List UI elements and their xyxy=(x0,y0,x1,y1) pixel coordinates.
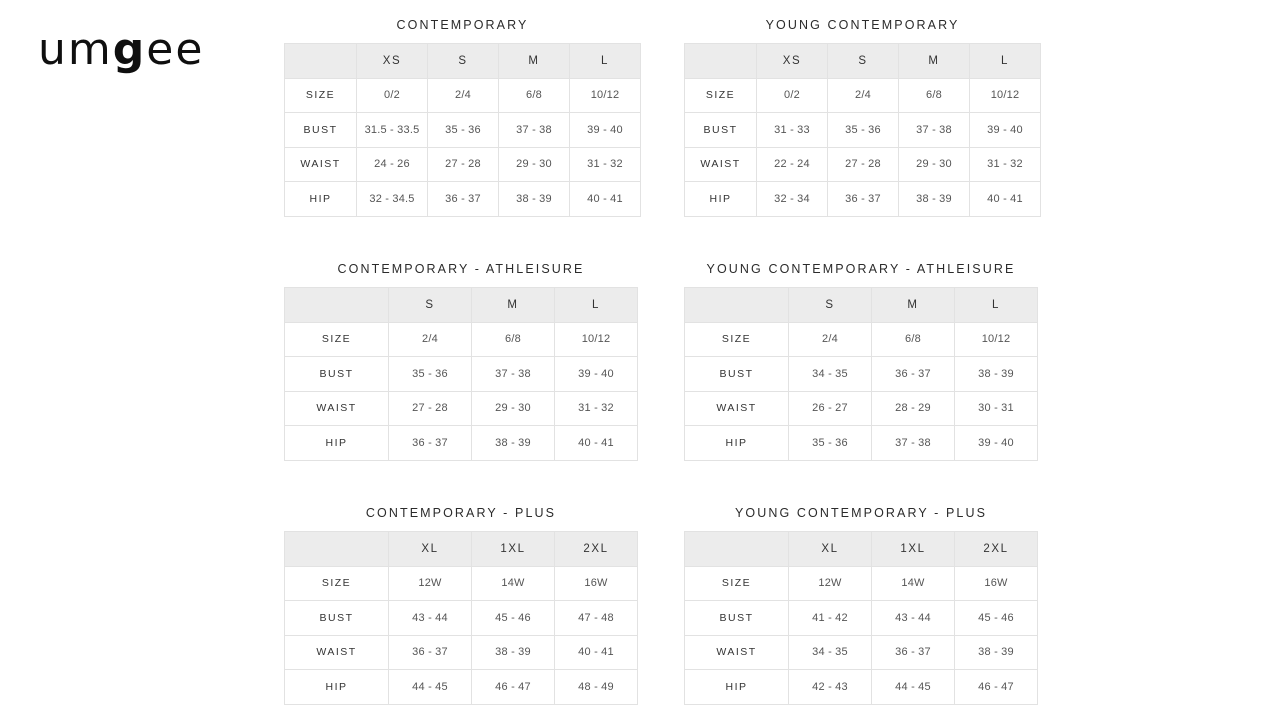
table-cell: 35 - 36 xyxy=(389,357,472,392)
table-cell: 2/4 xyxy=(389,322,472,357)
table-column-header: L xyxy=(970,44,1041,79)
table-row xyxy=(285,78,641,113)
table-cell: 0/2 xyxy=(757,78,828,113)
table-row-label: WAIST xyxy=(685,635,789,670)
table-row xyxy=(285,147,641,182)
table-corner-cell xyxy=(285,288,389,323)
table-cell: 26 - 27 xyxy=(789,391,872,426)
table-row xyxy=(685,78,1041,113)
table-row xyxy=(285,322,638,357)
table-cell: 27 - 28 xyxy=(828,147,899,182)
table-row-label: HIP xyxy=(285,182,357,217)
size-chart-table xyxy=(284,43,641,217)
table-cell: 38 - 39 xyxy=(955,635,1038,670)
table-cell: 38 - 39 xyxy=(499,182,570,217)
table-cell: 29 - 30 xyxy=(472,391,555,426)
table-cell: 36 - 37 xyxy=(428,182,499,217)
table-column-header: XS xyxy=(757,44,828,79)
table-column-header: S xyxy=(389,288,472,323)
size-chart-title: CONTEMPORARY - ATHLEISURE xyxy=(337,262,585,276)
table-cell: 2/4 xyxy=(789,322,872,357)
brand-logo-text-g: g xyxy=(112,24,147,75)
table-cell: 36 - 37 xyxy=(872,635,955,670)
table-cell: 35 - 36 xyxy=(828,113,899,148)
table-row xyxy=(285,635,638,670)
table-corner-cell xyxy=(285,532,389,567)
table-row-label: WAIST xyxy=(285,391,389,426)
table-cell: 42 - 43 xyxy=(789,670,872,705)
table-cell: 38 - 39 xyxy=(955,357,1038,392)
table-cell: 40 - 41 xyxy=(555,426,638,461)
table-cell: 45 - 46 xyxy=(472,601,555,636)
table-cell: 37 - 38 xyxy=(899,113,970,148)
size-chart-young-contemporary-athleisure xyxy=(684,262,1038,461)
table-cell: 29 - 30 xyxy=(499,147,570,182)
table-row-label: SIZE xyxy=(285,566,389,601)
table-cell: 39 - 40 xyxy=(570,113,641,148)
table-row-label: BUST xyxy=(685,113,757,148)
table-cell: 22 - 24 xyxy=(757,147,828,182)
table-cell: 16W xyxy=(955,566,1038,601)
table-row-label: WAIST xyxy=(685,147,757,182)
table-row-label: SIZE xyxy=(685,78,757,113)
size-chart-title: CONTEMPORARY xyxy=(396,18,529,32)
table-cell: 36 - 37 xyxy=(389,426,472,461)
size-chart-table xyxy=(284,287,638,461)
table-cell: 46 - 47 xyxy=(472,670,555,705)
size-chart-table xyxy=(684,531,1038,705)
table-cell: 6/8 xyxy=(472,322,555,357)
table-cell: 35 - 36 xyxy=(789,426,872,461)
table-cell: 12W xyxy=(389,566,472,601)
table-corner-cell xyxy=(685,44,757,79)
table-cell: 10/12 xyxy=(555,322,638,357)
table-cell: 6/8 xyxy=(872,322,955,357)
size-chart-title: YOUNG CONTEMPORARY - ATHLEISURE xyxy=(706,262,1016,276)
table-cell: 40 - 41 xyxy=(970,182,1041,217)
size-chart-table xyxy=(684,287,1038,461)
table-column-header: 1XL xyxy=(472,532,555,567)
table-cell: 14W xyxy=(872,566,955,601)
size-chart-table xyxy=(684,43,1041,217)
table-cell: 43 - 44 xyxy=(872,601,955,636)
brand-logo-text-part1: um xyxy=(38,24,113,75)
table-row xyxy=(685,322,1038,357)
table-cell: 27 - 28 xyxy=(428,147,499,182)
table-row xyxy=(685,601,1038,636)
table-row xyxy=(685,635,1038,670)
table-cell: 2/4 xyxy=(428,78,499,113)
table-row xyxy=(285,670,638,705)
table-cell: 12W xyxy=(789,566,872,601)
size-chart-young-contemporary-plus xyxy=(684,506,1038,705)
table-cell: 6/8 xyxy=(499,78,570,113)
size-chart-table xyxy=(284,531,638,705)
size-chart-contemporary xyxy=(284,18,641,217)
table-column-header: 2XL xyxy=(955,532,1038,567)
table-cell: 46 - 47 xyxy=(955,670,1038,705)
table-cell: 28 - 29 xyxy=(872,391,955,426)
table-cell: 30 - 31 xyxy=(955,391,1038,426)
table-cell: 6/8 xyxy=(899,78,970,113)
table-row xyxy=(285,601,638,636)
table-column-header: XL xyxy=(789,532,872,567)
table-cell: 14W xyxy=(472,566,555,601)
table-row xyxy=(685,426,1038,461)
table-row-label: HIP xyxy=(685,670,789,705)
size-chart-contemporary-plus xyxy=(284,506,638,705)
table-row-label: BUST xyxy=(685,357,789,392)
table-column-header: XL xyxy=(389,532,472,567)
table-cell: 37 - 38 xyxy=(499,113,570,148)
table-cell: 38 - 39 xyxy=(472,635,555,670)
table-cell: 10/12 xyxy=(970,78,1041,113)
table-cell: 36 - 37 xyxy=(872,357,955,392)
table-cell: 37 - 38 xyxy=(472,357,555,392)
table-cell: 38 - 39 xyxy=(899,182,970,217)
table-column-header: L xyxy=(955,288,1038,323)
table-cell: 31 - 32 xyxy=(555,391,638,426)
table-row-label: SIZE xyxy=(285,78,357,113)
table-cell: 31.5 - 33.5 xyxy=(357,113,428,148)
table-cell: 38 - 39 xyxy=(472,426,555,461)
table-cell: 47 - 48 xyxy=(555,601,638,636)
table-cell: 2/4 xyxy=(828,78,899,113)
table-row xyxy=(285,357,638,392)
table-row-label: WAIST xyxy=(285,147,357,182)
table-cell: 44 - 45 xyxy=(389,670,472,705)
table-header-row xyxy=(685,532,1038,567)
table-row-label: HIP xyxy=(685,426,789,461)
table-row xyxy=(685,566,1038,601)
size-chart-title: CONTEMPORARY - PLUS xyxy=(365,506,557,520)
table-column-header: L xyxy=(555,288,638,323)
table-cell: 43 - 44 xyxy=(389,601,472,636)
table-row xyxy=(285,426,638,461)
table-cell: 34 - 35 xyxy=(789,635,872,670)
table-column-header: L xyxy=(570,44,641,79)
table-column-header: M xyxy=(472,288,555,323)
table-cell: 36 - 37 xyxy=(828,182,899,217)
table-column-header: S xyxy=(828,44,899,79)
table-row xyxy=(285,182,641,217)
table-row xyxy=(685,147,1041,182)
table-cell: 37 - 38 xyxy=(872,426,955,461)
size-chart-title: YOUNG CONTEMPORARY - PLUS xyxy=(734,506,988,520)
table-row-label: HIP xyxy=(285,426,389,461)
table-cell: 24 - 26 xyxy=(357,147,428,182)
table-cell: 39 - 40 xyxy=(970,113,1041,148)
table-row-label: WAIST xyxy=(285,635,389,670)
table-cell: 10/12 xyxy=(955,322,1038,357)
table-cell: 40 - 41 xyxy=(555,635,638,670)
table-column-header: S xyxy=(789,288,872,323)
table-row-label: HIP xyxy=(285,670,389,705)
table-header-row xyxy=(285,44,641,79)
table-header-row xyxy=(685,44,1041,79)
table-header-row xyxy=(285,532,638,567)
table-cell: 39 - 40 xyxy=(555,357,638,392)
table-cell: 16W xyxy=(555,566,638,601)
table-cell: 35 - 36 xyxy=(428,113,499,148)
table-row xyxy=(685,670,1038,705)
table-cell: 10/12 xyxy=(570,78,641,113)
table-cell: 45 - 46 xyxy=(955,601,1038,636)
table-column-header: M xyxy=(872,288,955,323)
table-row xyxy=(285,566,638,601)
size-chart-title: YOUNG CONTEMPORARY xyxy=(765,18,960,32)
size-chart-contemporary-athleisure xyxy=(284,262,638,461)
table-row-label: BUST xyxy=(685,601,789,636)
table-column-header: S xyxy=(428,44,499,79)
table-cell: 39 - 40 xyxy=(955,426,1038,461)
table-cell: 41 - 42 xyxy=(789,601,872,636)
brand-logo-text-part2: ee xyxy=(146,24,205,75)
table-corner-cell xyxy=(685,288,789,323)
table-row xyxy=(685,182,1041,217)
table-row-label: WAIST xyxy=(685,391,789,426)
table-row xyxy=(285,113,641,148)
table-corner-cell xyxy=(285,44,357,79)
table-cell: 32 - 34.5 xyxy=(357,182,428,217)
table-column-header: 2XL xyxy=(555,532,638,567)
table-cell: 29 - 30 xyxy=(899,147,970,182)
table-cell: 44 - 45 xyxy=(872,670,955,705)
table-row xyxy=(685,391,1038,426)
table-cell: 31 - 32 xyxy=(970,147,1041,182)
table-cell: 36 - 37 xyxy=(389,635,472,670)
table-column-header: 1XL xyxy=(872,532,955,567)
size-chart-young-contemporary xyxy=(684,18,1041,217)
table-row-label: SIZE xyxy=(685,566,789,601)
table-row xyxy=(685,357,1038,392)
table-cell: 31 - 32 xyxy=(570,147,641,182)
table-cell: 32 - 34 xyxy=(757,182,828,217)
table-row-label: BUST xyxy=(285,601,389,636)
table-row-label: SIZE xyxy=(285,322,389,357)
table-column-header: XS xyxy=(357,44,428,79)
table-corner-cell xyxy=(685,532,789,567)
table-column-header: M xyxy=(899,44,970,79)
table-cell: 27 - 28 xyxy=(389,391,472,426)
table-row-label: SIZE xyxy=(685,322,789,357)
table-row-label: HIP xyxy=(685,182,757,217)
table-row-label: BUST xyxy=(285,113,357,148)
table-row xyxy=(285,391,638,426)
table-cell: 31 - 33 xyxy=(757,113,828,148)
table-column-header: M xyxy=(499,44,570,79)
table-row-label: BUST xyxy=(285,357,389,392)
table-header-row xyxy=(285,288,638,323)
table-cell: 40 - 41 xyxy=(570,182,641,217)
table-header-row xyxy=(685,288,1038,323)
table-row xyxy=(685,113,1041,148)
table-cell: 34 - 35 xyxy=(789,357,872,392)
table-cell: 0/2 xyxy=(357,78,428,113)
table-cell: 48 - 49 xyxy=(555,670,638,705)
